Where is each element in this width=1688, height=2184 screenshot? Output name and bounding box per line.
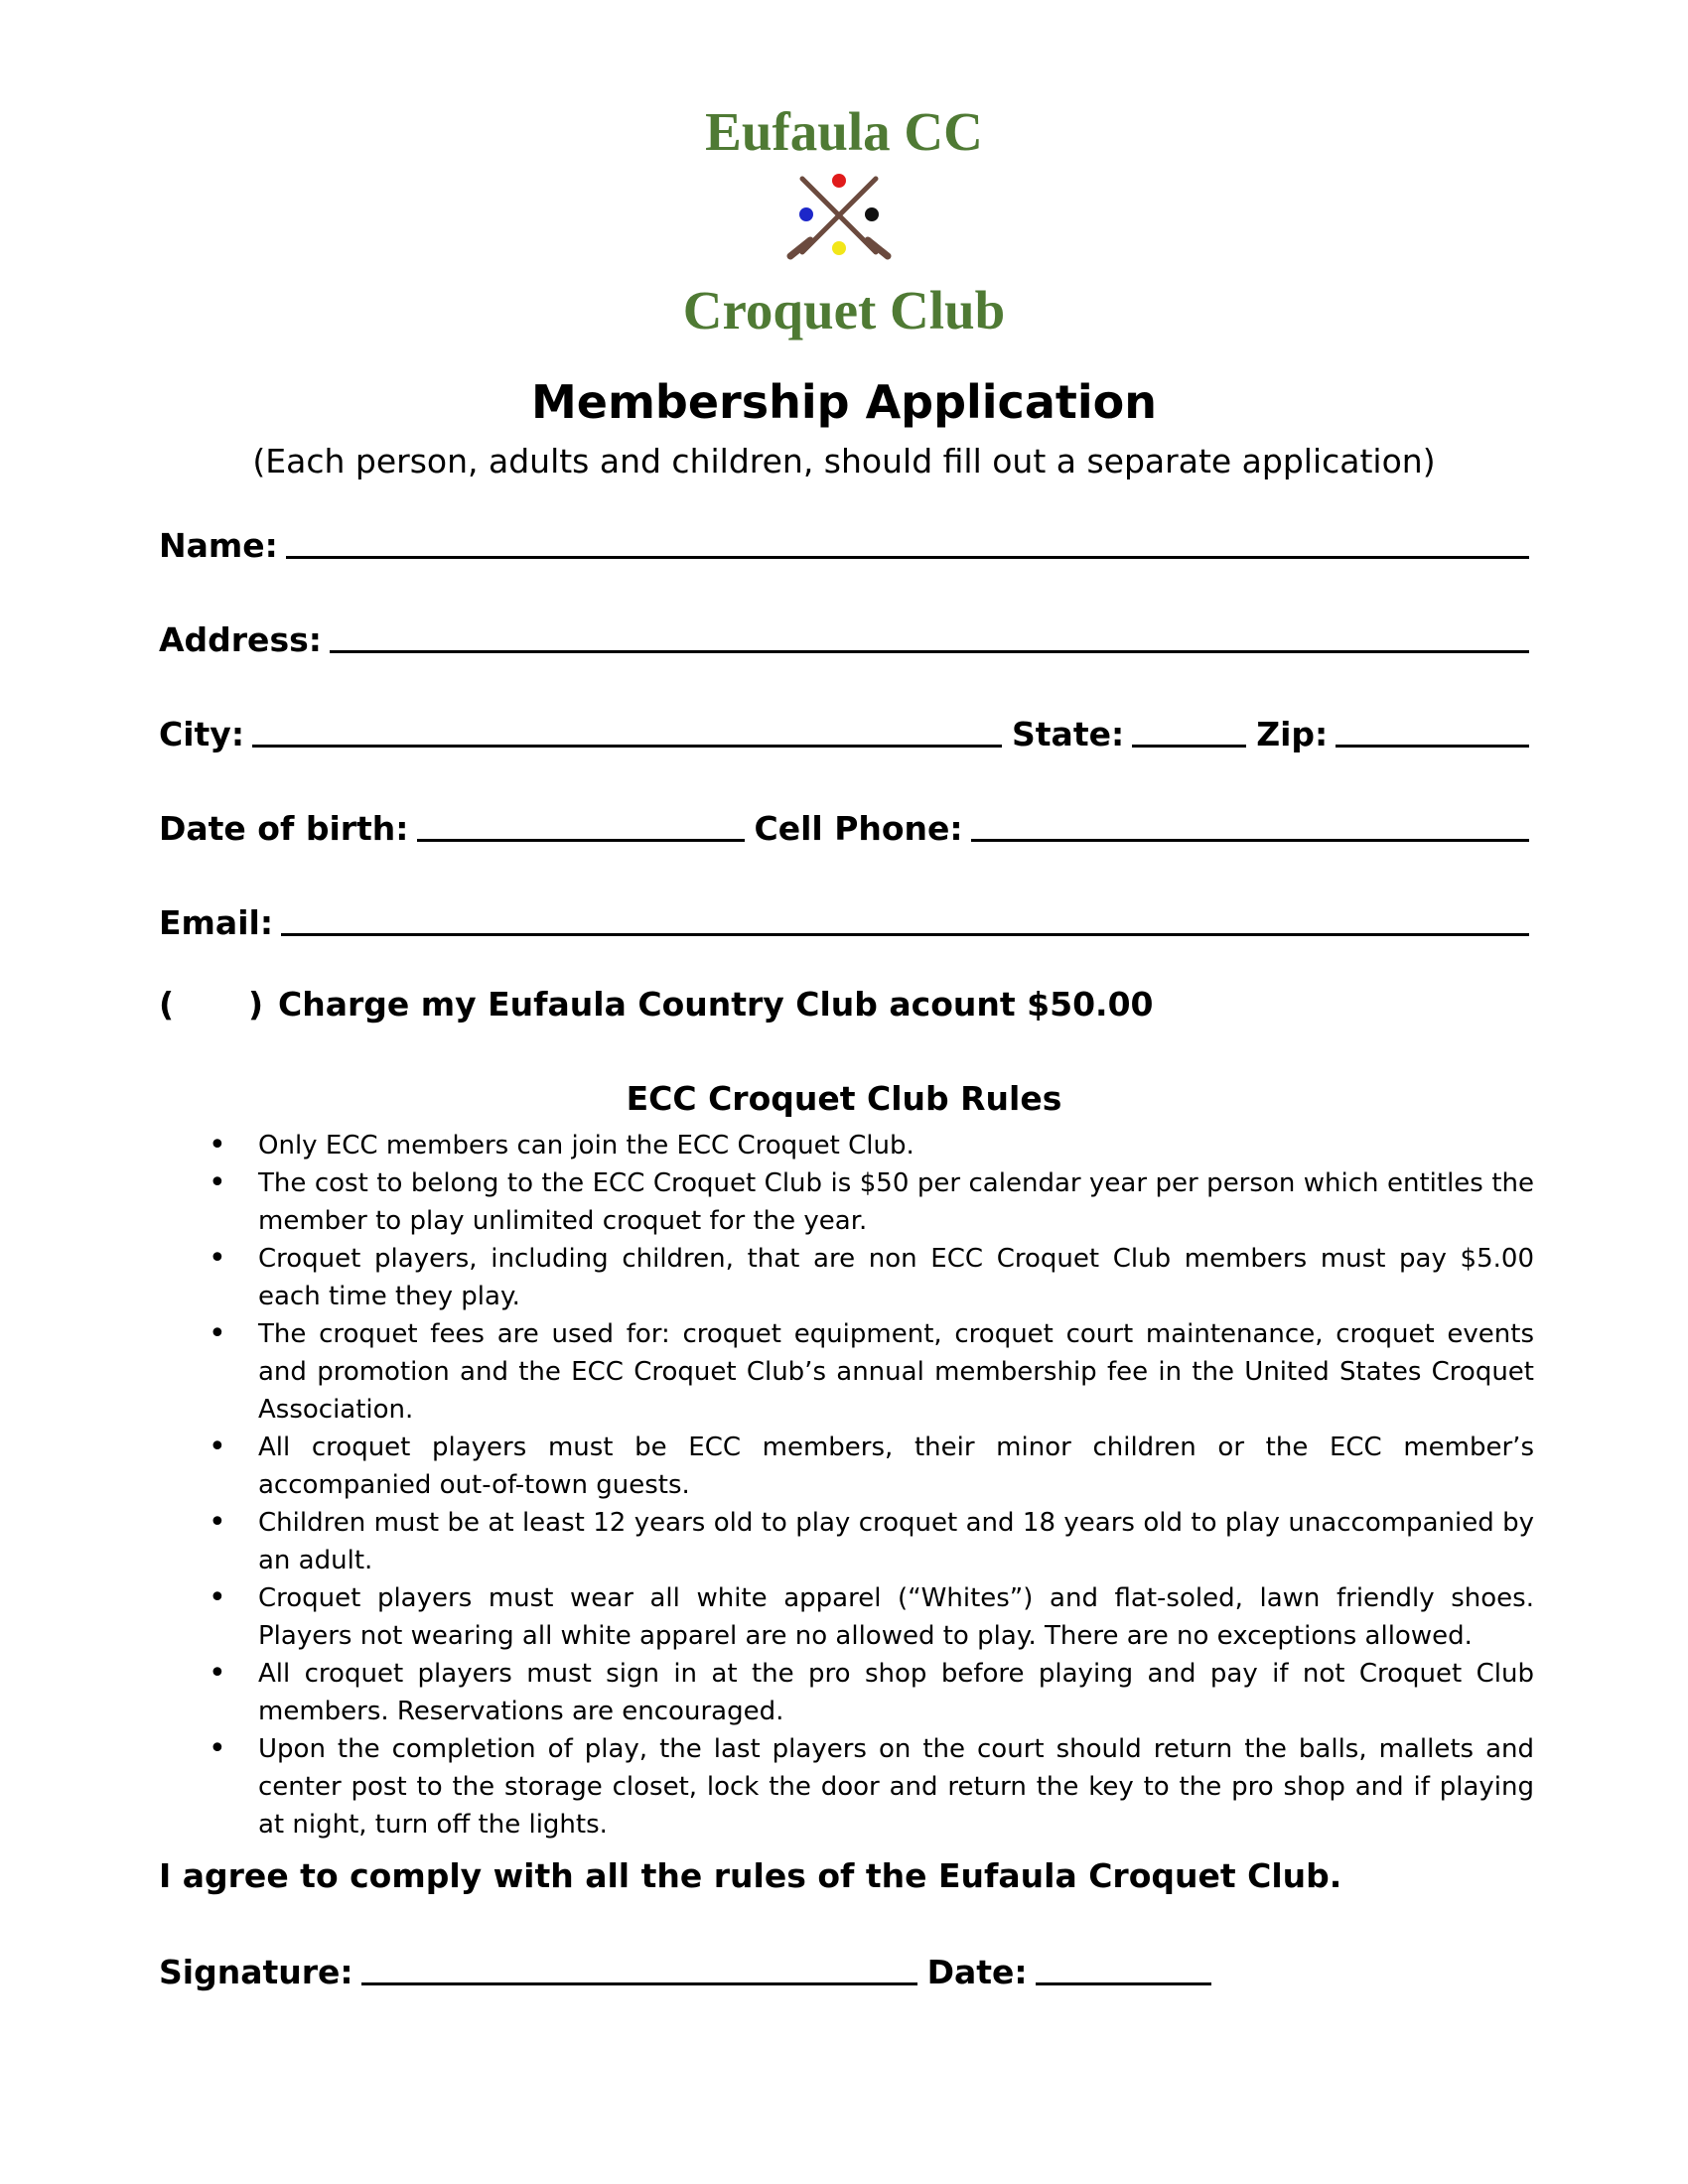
- rule-item: • The croquet fees are used for: croquet equipment, croquet court maintenance, croquet events and promotion and the ECC Croquet Club’s annual membership fee in the United States Croquet Association.: [258, 1315, 1534, 1429]
- signature-label: Signature:: [159, 1953, 353, 1991]
- charge-checkbox-open[interactable]: (: [159, 985, 175, 1024]
- rule-item: • Children must be at least 12 years old to play croquet and 18 years old to play unaccompanied by an adult.: [258, 1504, 1534, 1579]
- address-field[interactable]: [330, 650, 1529, 653]
- date-label: Date:: [926, 1953, 1028, 1991]
- charge-account-row[interactable]: [159, 985, 1350, 1024]
- address-row: [159, 609, 1529, 659]
- email-field[interactable]: [281, 933, 1529, 936]
- rule-item: • Only ECC members can join the ECC Croquet Club.: [258, 1127, 1534, 1164]
- dob-field[interactable]: [417, 839, 745, 842]
- rule-item: • All croquet players must sign in at the pro shop before playing and pay if not Croquet Club members. Reservations are encouraged.: [258, 1655, 1534, 1730]
- rule-item: • The cost to belong to the ECC Croquet Club is $50 per calendar year per person which entitles the member to play unlimited croquet for the year.: [258, 1164, 1534, 1240]
- rule-item: • All croquet players must be ECC members, their minor children or the ECC member’s accompanied out-of-town guests.: [258, 1429, 1534, 1504]
- rules-heading: ECC Croquet Club Rules: [626, 1079, 1062, 1118]
- email-row: [159, 891, 1529, 942]
- rules-list: [209, 1127, 1534, 1843]
- address-label: Address:: [159, 620, 322, 659]
- signature-row: [159, 1941, 1211, 1991]
- black-ball-icon: [865, 207, 879, 221]
- page-subtitle: (Each person, adults and children, should fill out a separate application): [252, 442, 1436, 480]
- red-ball-icon: [832, 174, 846, 188]
- blue-ball-icon: [799, 207, 813, 221]
- cell-phone-label: Cell Phone:: [754, 809, 963, 848]
- yellow-ball-icon: [832, 241, 846, 255]
- state-field[interactable]: [1132, 745, 1246, 748]
- city-label: City:: [159, 715, 245, 753]
- agreement-statement: I agree to comply with all the rules of the Eufaula Croquet Club.: [159, 1856, 1342, 1895]
- cell-phone-field[interactable]: [971, 839, 1529, 842]
- rule-item: • Croquet players must wear all white apparel (“Whites”) and flat-soled, lawn friendly shoes. Players not wearing all white apparel are no allowed to play. There are no exceptions allowed.: [258, 1579, 1534, 1655]
- club-name-top: Eufaula CC: [705, 101, 983, 162]
- rule-item: • Upon the completion of play, the last players on the court should return the balls, mallets and center post to the storage closet, lock the door and return the key to the pro shop and if playing at night, turn off the lights.: [258, 1730, 1534, 1843]
- club-name-bottom: Croquet Club: [682, 280, 1006, 341]
- city-row: [159, 703, 1529, 751]
- date-field[interactable]: [1036, 1982, 1211, 1985]
- charge-checkbox-close[interactable]: ): [248, 985, 264, 1024]
- rule-item: • Croquet players, including children, that are non ECC Croquet Club members must pay $5.00 each time they play.: [258, 1240, 1534, 1315]
- page-title: Membership Application: [531, 375, 1157, 429]
- name-field[interactable]: [286, 556, 1529, 559]
- dob-row: [159, 797, 1529, 848]
- zip-field[interactable]: [1336, 745, 1529, 748]
- crossed-mallets-icon: [784, 169, 894, 268]
- zip-label: Zip:: [1256, 715, 1329, 753]
- dob-label: Date of birth:: [159, 809, 409, 848]
- state-label: State:: [1012, 715, 1125, 753]
- signature-field[interactable]: [361, 1982, 917, 1985]
- name-label: Name:: [159, 526, 278, 565]
- name-row: [159, 514, 1529, 565]
- charge-label: Charge my Eufaula Country Club acount $50.00: [278, 985, 1154, 1024]
- email-label: Email:: [159, 903, 274, 942]
- city-field[interactable]: [252, 745, 1002, 748]
